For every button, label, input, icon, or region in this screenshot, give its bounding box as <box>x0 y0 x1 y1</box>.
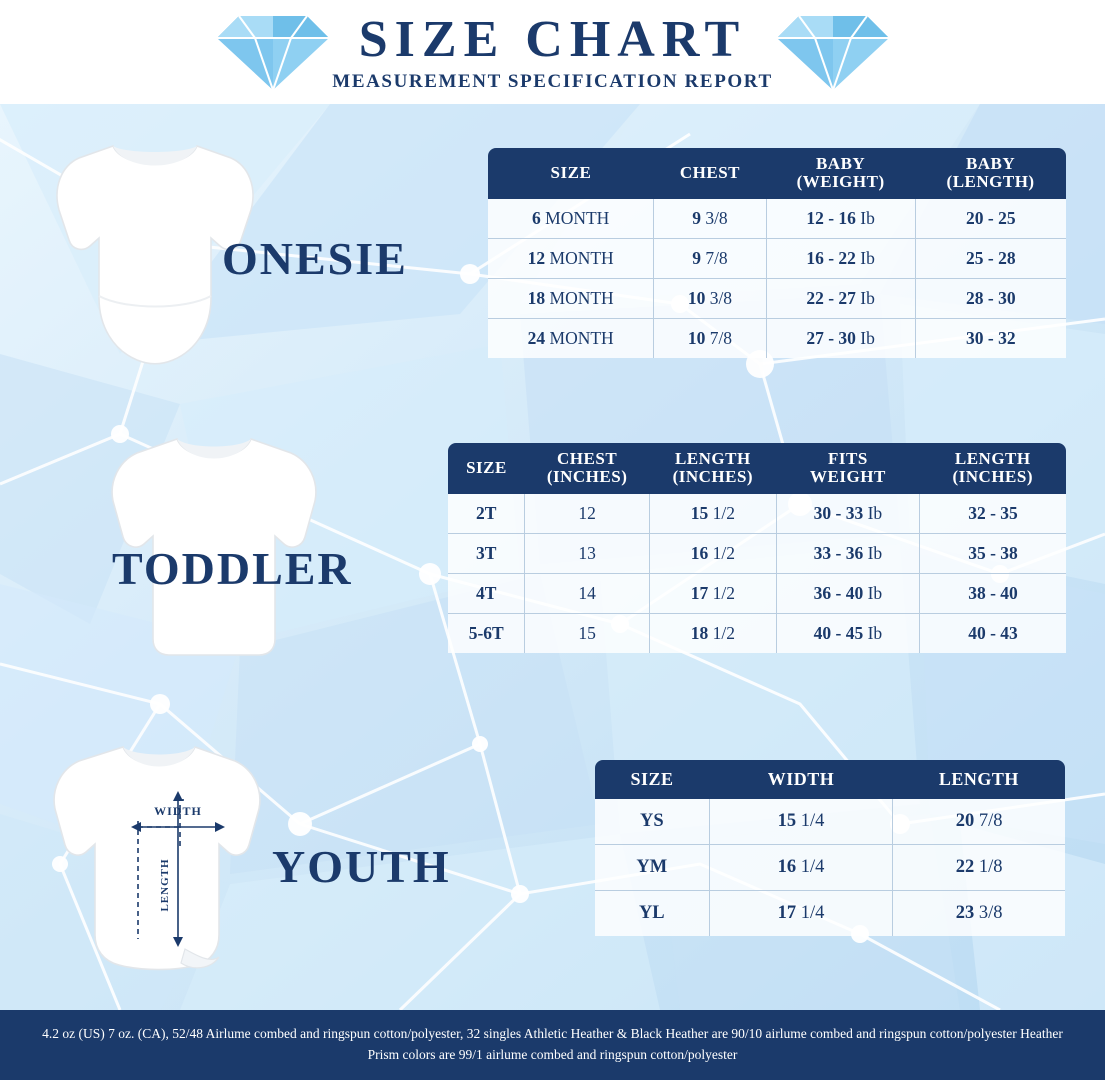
page-subtitle: MEASUREMENT SPECIFICATION REPORT <box>332 70 773 92</box>
footer-text: 4.2 oz (US) 7 oz. (CA), 52/48 Airlume combed and ringspun cotton/polyester, 32 singles Athletic Heather & Black Heather are 90/10 airlume combed and ringspun cotton/polyester Heather Prism colors are 99/1 airlume combed and ringspun cotton/polyester <box>42 1026 1063 1062</box>
col-size: SIZE <box>448 443 525 494</box>
cell-weight: 33 - 36 Ib <box>776 533 919 573</box>
table-row <box>448 613 1066 653</box>
title-block <box>332 10 773 92</box>
section-label-onesie: ONESIE <box>222 233 408 284</box>
youth-tshirt-image <box>35 735 280 980</box>
col-baby-length: BABY (LENGTH) <box>915 148 1066 199</box>
cell-length: 15 1/2 <box>649 494 776 534</box>
cell-length-2: 35 - 38 <box>920 533 1066 573</box>
table-row <box>488 238 1066 278</box>
cell-size: YL <box>595 891 709 937</box>
cell-length: 16 1/2 <box>649 533 776 573</box>
youth-size-table <box>595 760 1065 936</box>
table-row <box>448 573 1066 613</box>
cell-length-2: 38 - 40 <box>920 573 1066 613</box>
cell-chest: 10 3/8 <box>654 278 766 318</box>
table-header-row <box>488 148 1066 199</box>
diamond-icon <box>215 12 331 92</box>
onesie-table-header <box>488 148 1066 199</box>
col-fits-weight: FITS WEIGHT <box>776 443 919 494</box>
youth-length-label: LENGTH <box>159 858 171 912</box>
table-row <box>448 533 1066 573</box>
onesie-size-table <box>488 148 1066 358</box>
cell-weight: 40 - 45 Ib <box>776 613 919 653</box>
cell-length-2: 40 - 43 <box>920 613 1066 653</box>
cell-length: 23 3/8 <box>893 891 1065 937</box>
col-size: SIZE <box>595 760 709 799</box>
cell-size: 4T <box>448 573 525 613</box>
col-length-2: LENGTH (INCHES) <box>920 443 1066 494</box>
cell-chest: 13 <box>525 533 649 573</box>
section-label-toddler: TODDLER <box>112 543 353 594</box>
cell-length: 17 1/2 <box>649 573 776 613</box>
col-length: LENGTH (INCHES) <box>649 443 776 494</box>
cell-chest: 9 3/8 <box>654 199 766 239</box>
page-title: SIZE CHART <box>358 10 747 68</box>
cell-size: 18 MONTH <box>488 278 654 318</box>
section-label-youth: YOUTH <box>272 841 451 892</box>
cell-size: 5-6T <box>448 613 525 653</box>
cell-length-2: 32 - 35 <box>920 494 1066 534</box>
cell-weight: 30 - 33 Ib <box>776 494 919 534</box>
table-row <box>448 494 1066 534</box>
cell-size: YM <box>595 845 709 891</box>
table-header-row <box>595 760 1065 799</box>
cell-size: 6 MONTH <box>488 199 654 239</box>
cell-size: 24 MONTH <box>488 318 654 358</box>
cell-weight: 16 - 22 Ib <box>766 238 915 278</box>
cell-size: 12 MONTH <box>488 238 654 278</box>
youth-table-body <box>595 799 1065 936</box>
diamond-icon <box>775 12 891 92</box>
col-width: WIDTH <box>709 760 893 799</box>
cell-chest: 15 <box>525 613 649 653</box>
table-row <box>488 318 1066 358</box>
cell-weight: 36 - 40 Ib <box>776 573 919 613</box>
cell-chest: 10 7/8 <box>654 318 766 358</box>
youth-table-header <box>595 760 1065 799</box>
cell-weight: 22 - 27 Ib <box>766 278 915 318</box>
youth-width-label: WIDTH <box>154 804 202 818</box>
cell-length: 18 1/2 <box>649 613 776 653</box>
col-baby-weight: BABY (WEIGHT) <box>766 148 915 199</box>
cell-length: 20 7/8 <box>893 799 1065 845</box>
footer <box>0 1010 1105 1080</box>
cell-width: 15 1/4 <box>709 799 893 845</box>
cell-chest: 14 <box>525 573 649 613</box>
cell-chest: 12 <box>525 494 649 534</box>
toddler-table-header <box>448 443 1066 494</box>
toddler-size-table <box>448 443 1066 653</box>
cell-weight: 27 - 30 Ib <box>766 318 915 358</box>
table-row <box>595 845 1065 891</box>
col-chest: CHEST (INCHES) <box>525 443 649 494</box>
cell-length: 20 - 25 <box>915 199 1066 239</box>
cell-size: 2T <box>448 494 525 534</box>
table-header-row <box>448 443 1066 494</box>
header <box>0 0 1105 104</box>
cell-chest: 9 7/8 <box>654 238 766 278</box>
cell-size: 3T <box>448 533 525 573</box>
table-row <box>488 278 1066 318</box>
cell-length: 22 1/8 <box>893 845 1065 891</box>
onesie-table-body <box>488 199 1066 358</box>
table-row <box>595 799 1065 845</box>
cell-width: 16 1/4 <box>709 845 893 891</box>
cell-width: 17 1/4 <box>709 891 893 937</box>
col-chest: CHEST <box>654 148 766 199</box>
col-size: SIZE <box>488 148 654 199</box>
cell-size: YS <box>595 799 709 845</box>
cell-length: 25 - 28 <box>915 238 1066 278</box>
cell-length: 30 - 32 <box>915 318 1066 358</box>
cell-weight: 12 - 16 Ib <box>766 199 915 239</box>
table-row <box>595 891 1065 937</box>
table-row <box>488 199 1066 239</box>
cell-length: 28 - 30 <box>915 278 1066 318</box>
col-length: LENGTH <box>893 760 1065 799</box>
toddler-table-body <box>448 494 1066 653</box>
